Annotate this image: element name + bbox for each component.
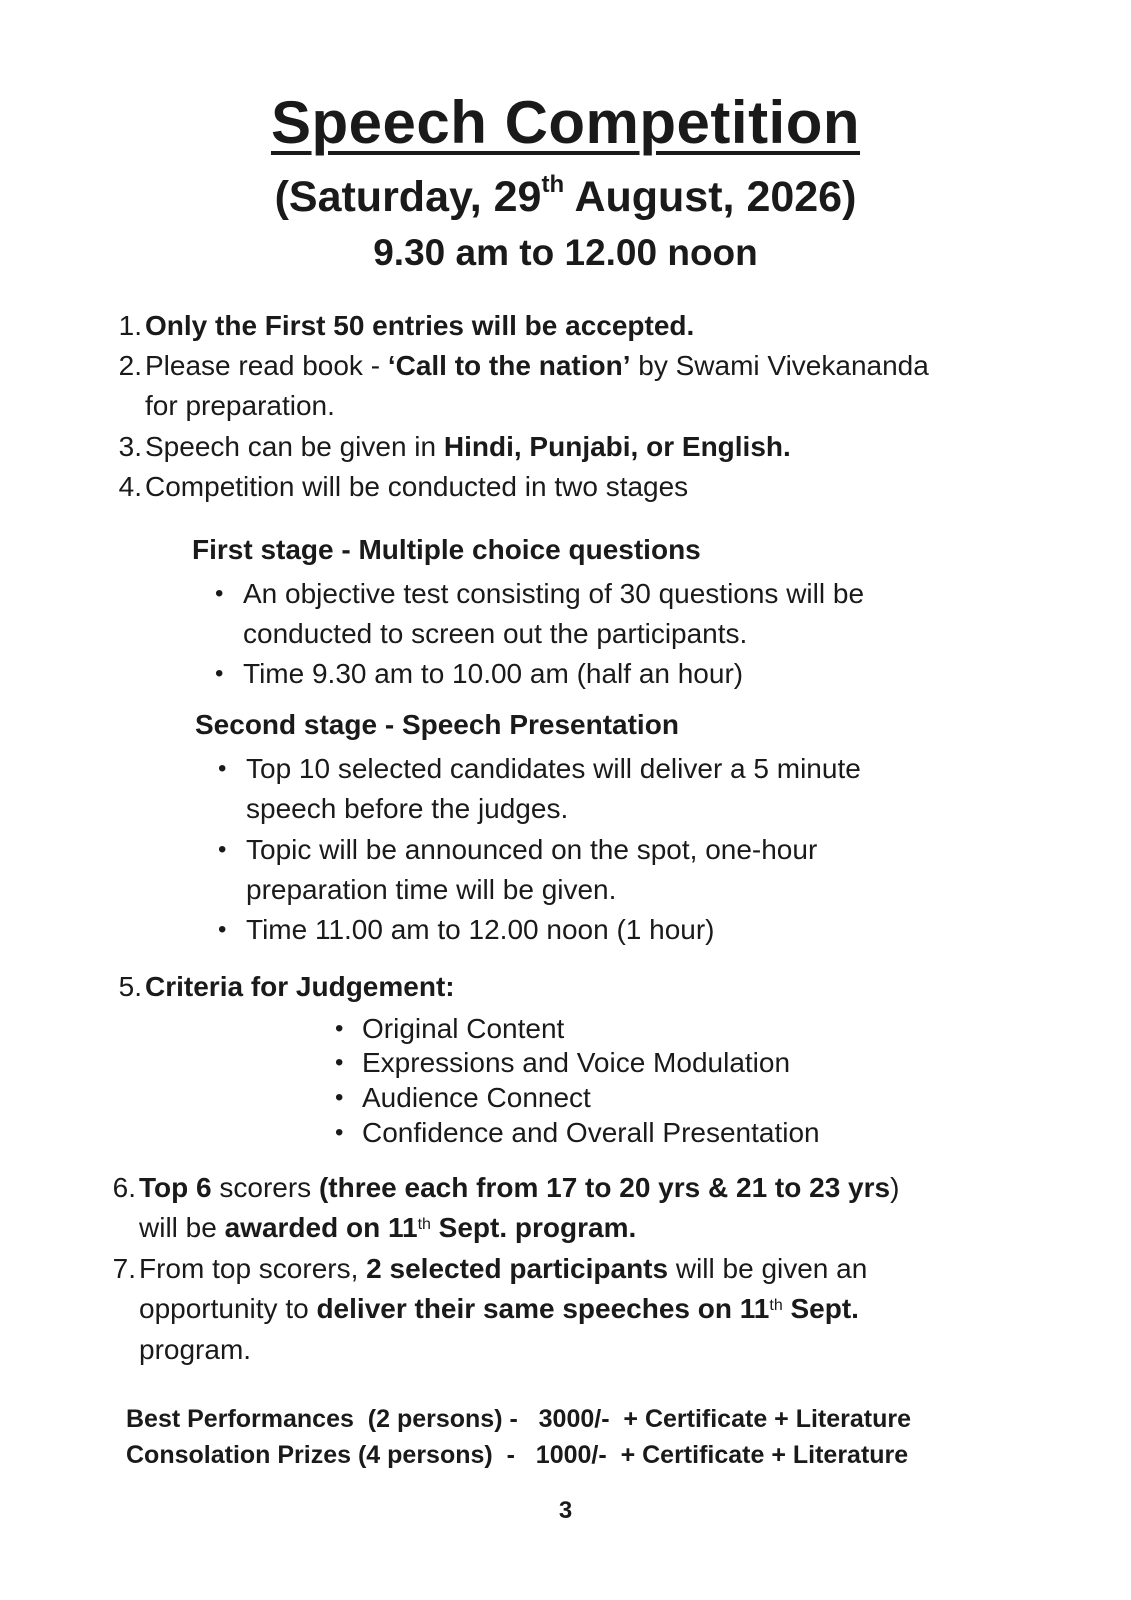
- stage-2-bullet-2-cont: preparation time will be given.: [246, 874, 617, 905]
- stage-1-heading: First stage - Multiple choice questions: [192, 534, 701, 565]
- rule-7-continuation-2: program.: [139, 1334, 252, 1365]
- prize-best-performances: Best Performances (2 persons) - 3000/- + Certificate + Literature: [126, 1405, 912, 1433]
- prize-consolation: Consolation Prizes (4 persons) - 1000/- + Certificate + Literature: [126, 1441, 909, 1469]
- rule-7-continuation: opportunity to deliver their same speeches on 11th Sept.: [139, 1293, 859, 1324]
- rule-2-continuation: for preparation.: [145, 390, 335, 421]
- stage-1-bullet-1-cont: conducted to screen out the participants.: [243, 618, 748, 649]
- page-number: 3: [558, 1497, 573, 1524]
- rule-6-continuation: will be awarded on 11th Sept. program.: [139, 1212, 637, 1243]
- stage-2-bullet-1-cont: speech before the judges.: [246, 793, 569, 824]
- page-title: Speech Competition: [270, 89, 861, 156]
- stage-2-heading: Second stage - Speech Presentation: [195, 709, 679, 740]
- event-date: (Saturday, 29th August, 2026): [274, 171, 857, 221]
- event-time: 9.30 am to 12.00 noon: [373, 232, 758, 273]
